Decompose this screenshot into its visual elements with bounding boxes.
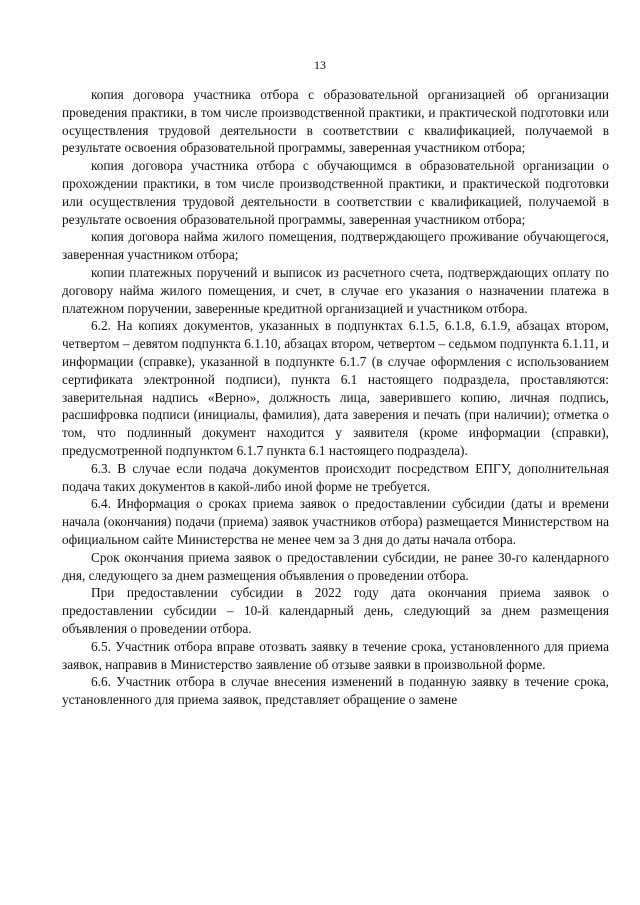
document-body	[62, 86, 609, 709]
paragraph-deadline: Срок окончания приема заявок о предоставлении субсидии, не ранее 30-го календарного дня, следующего за днем размещения объявления о проведении отбора.	[62, 549, 609, 583]
paragraph-contract-with-organization: копия договора участника отбора с образовательной организацией об организации проведения практики, в том числе производственной практики, и практической подготовки или осуществления трудовой деятельности в соответствии с квалификацией, получаемой в результате освоения образовательной программы, заверенная участником отбора;	[62, 87, 609, 156]
paragraph-6-2: 6.2. На копиях документов, указанных в подпунктах 6.1.5, 6.1.8, 6.1.9, абзацах втором, четвертом – девятом подпункта 6.1.10, абзацах втором, четвертом – седьмом подпункта 6.1.11, и информации (справке), указанной в подпункте 6.1.7 (в случае оформления с использованием сертификата электронной подписи), пункта 6.1 настоящего подраздела, проставляются: заверительная надпись «Верно», должность лица, заверившего копию, личная подпись, расшифровка подписи (инициалы, фамилия), дата заверения и печать (при наличии); отметка о том, что подлинный документ находится у заявителя (кроме информации (справки), предусмотренной подпунктом 6.1.7 пункта 6.1 настоящего подраздела).	[62, 318, 609, 458]
paragraph-payment-orders: копии платежных поручений и выписок из расчетного счета, подтверждающих оплату по договору найма жилого помещения, и счет, в случае его указания о назначении платежа в платежном поручении, заверенные кредитной организацией и участником отбора.	[62, 264, 609, 316]
paragraph-contract-with-student: копия договора участника отбора с обучающимся в образовательной организации о прохождении практики, в том числе производственной практики, и практической подготовки или осуществления трудовой деятельности в соответствии с квалификацией, получаемой в результате освоения образовательной программы, заверенная участником отбора;	[62, 158, 609, 227]
paragraph-2022-deadline: При предоставлении субсидии в 2022 году дата окончания приема заявок о предоставлении субсидии – 10-й календарный день, следующий за днем размещения объявления о проведении отбора.	[62, 585, 609, 636]
page-number: 13	[314, 58, 326, 72]
paragraph-6-5: 6.5. Участник отбора вправе отозвать заявку в течение срока, установленного для приема заявок, направив в Министерство заявление об отзыве заявки в произвольной форме.	[62, 638, 609, 672]
paragraph-6-4: 6.4. Информация о сроках приема заявок о предоставлении субсидии (даты и времени начала (окончания) подачи (приема) заявок участников отбора) размещается Министерством на официальном сайте Министерства не менее чем за 3 дня до даты начала отбора.	[62, 496, 609, 547]
paragraph-6-3: 6.3. В случае если подача документов происходит посредством ЕПГУ, дополнительная подача таких документов в какой-либо иной форме не требуется.	[62, 460, 609, 494]
paragraph-6-6: 6.6. Участник отбора в случае внесения изменений в поданную заявку в течение срока, установленного для приема заявок, представляет обращение о замене	[62, 674, 609, 708]
paragraph-housing-contract: копия договора найма жилого помещения, подтверждающего проживание обучающегося, заверенная участником отбора;	[62, 229, 609, 263]
